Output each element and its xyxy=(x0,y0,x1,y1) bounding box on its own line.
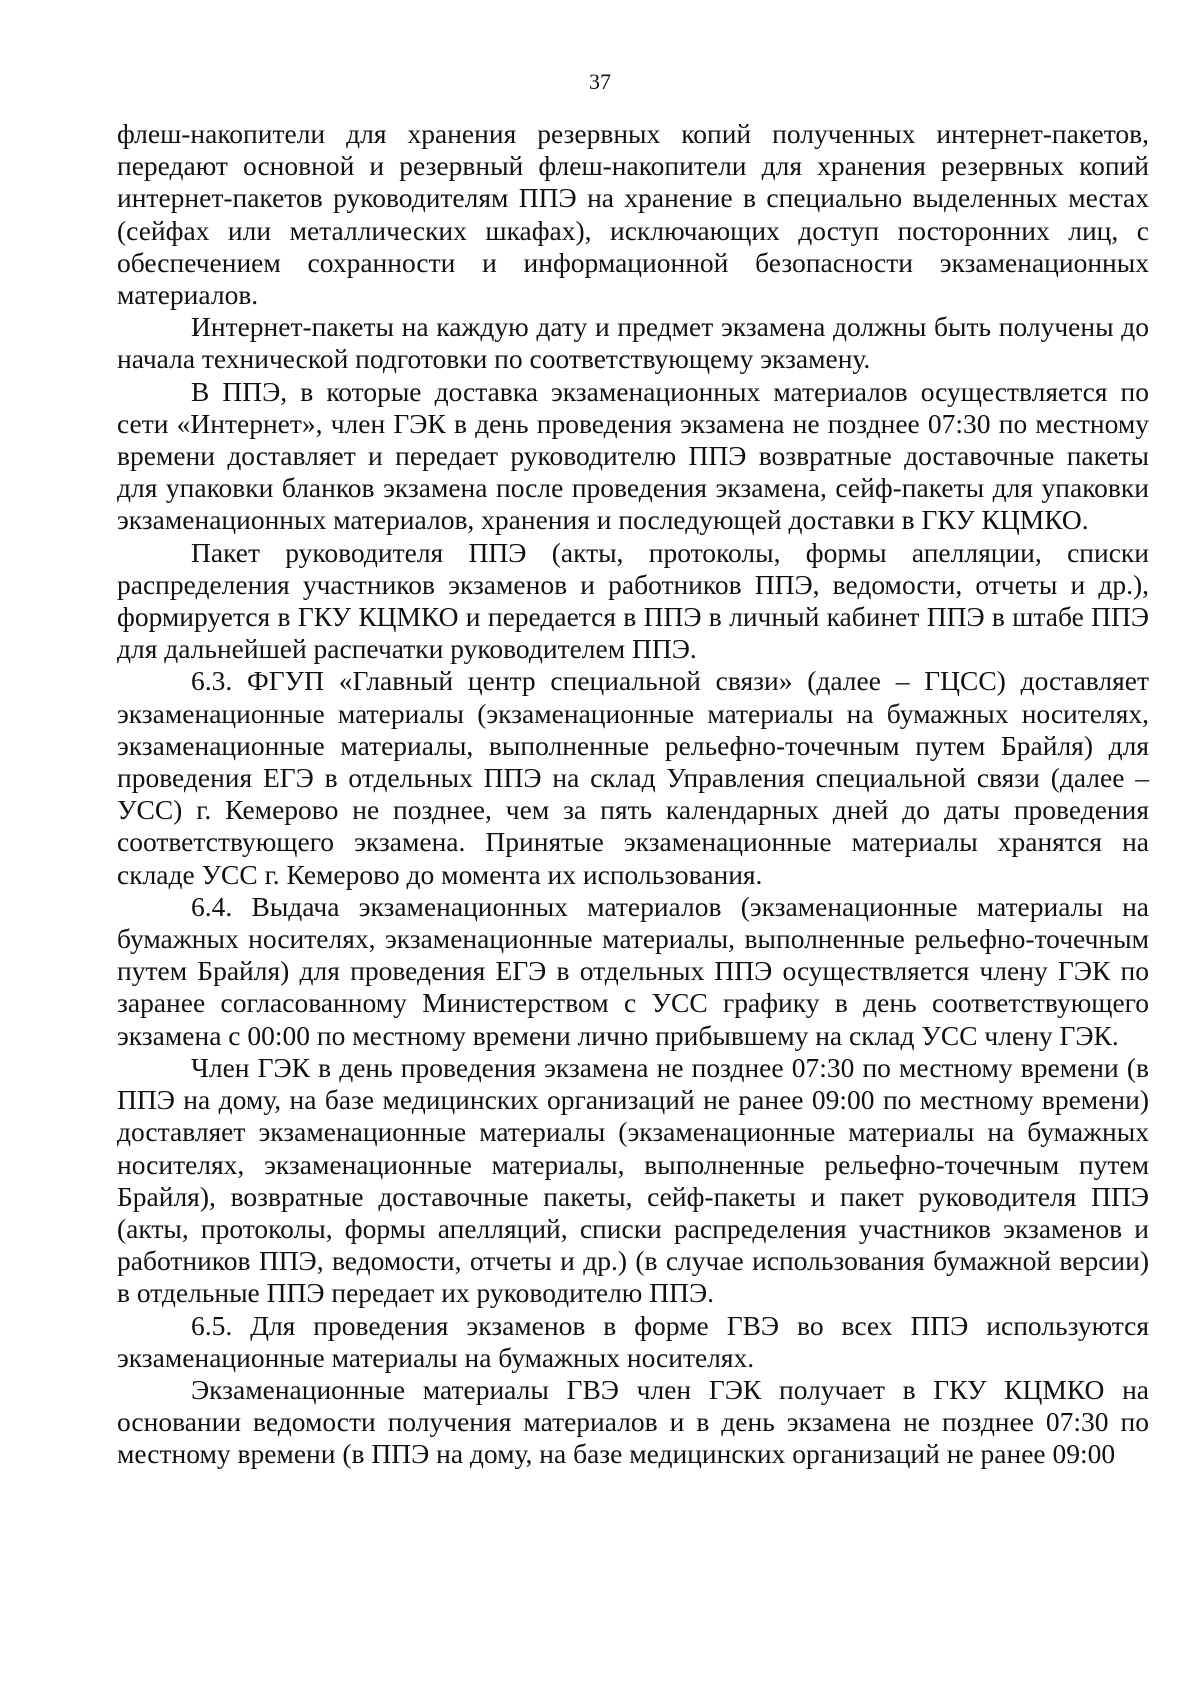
paragraph-ppe-head-package: Пакет руководителя ППЭ (акты, протоколы, формы апелляции, списки распределения участников экзаменов и работников ППЭ, ведомости, отчеты и др.), формируется в ГКУ КЦМКО и передается в ППЭ в личный кабинет ППЭ в штабе ППЭ для дальнейшей распечатки руководителем ППЭ. xyxy=(117,536,1149,665)
document-body xyxy=(117,118,1149,1471)
paragraph-section-6-4: 6.4. Выдача экзаменационных материалов (экзаменационные материалы на бумажных носителях, экзаменационные материалы, выполненные рельефно-точечным путем Брайля) для проведения ЕГЭ в отдельных ППЭ осуществляется члену ГЭК по заранее согласованному Министерством с УСС графику в день соответствующего экзамена с 00:00 по местному времени лично прибывшему на склад УСС члену ГЭК. xyxy=(117,890,1149,1051)
page-number: 37 xyxy=(589,69,611,94)
paragraph-internet-packages: Интернет-пакеты на каждую дату и предмет экзамена должны быть получены до начала технической подготовки по соответствующему экзамену. xyxy=(117,311,1149,375)
paragraph-internet-delivery: В ППЭ, в которые доставка экзаменационных материалов осуществляется по сети «Интернет», член ГЭК в день проведения экзамена не позднее 07:30 по местному времени доставляет и передает руководителю ППЭ возвратные доставочные пакеты для упаковки бланков экзамена после проведения экзамена, сейф-пакеты для упаковки экзаменационных материалов, хранения и последующей доставки в ГКУ КЦМКО. xyxy=(117,375,1149,536)
paragraph-section-6-3: 6.3. ФГУП «Главный центр специальной связи» (далее – ГЦСС) доставляет экзаменационные материалы (экзаменационные материалы на бумажных носителях, экзаменационные материалы, выполненные рельефно-точечным путем Брайля) для проведения ЕГЭ в отдельных ППЭ на склад Управления специальной связи (далее – УСС) г. Кемерово не позднее, чем за пять календарных дней до даты проведения соответствующего экзамена. Принятые экзаменационные материалы хранятся на складе УСС г. Кемерово до момента их использования. xyxy=(117,665,1149,890)
paragraph-continuation: флеш-накопители для хранения резервных копий полученных интернет-пакетов, передают основной и резервный флеш-накопители для хранения резервных копий интернет-пакетов руководителям ППЭ на хранение в специально выделенных местах (сейфах или металлических шкафах), исключающих доступ посторонних лиц, с обеспечением сохранности и информационной безопасности экзаменационных материалов. xyxy=(117,118,1149,311)
paragraph-section-6-5: 6.5. Для проведения экзаменов в форме ГВЭ во всех ППЭ используются экзаменационные материалы на бумажных носителях. xyxy=(117,1309,1149,1373)
paragraph-gek-member-delivery: Член ГЭК в день проведения экзамена не позднее 07:30 по местному времени (в ППЭ на дому, на базе медицинских организаций не ранее 09:00 по местному времени) доставляет экзаменационные материалы (экзаменационные материалы на бумажных носителях, экзаменационные материалы, выполненные рельефно-точечным путем Брайля), возвратные доставочные пакеты, сейф-пакеты и пакет руководителя ППЭ (акты, протоколы, формы апелляций, списки распределения участников экзаменов и работников ППЭ, ведомости, отчеты и др.) (в случае использования бумажной версии) в отдельные ППЭ передает их руководителю ППЭ. xyxy=(117,1051,1149,1309)
paragraph-gve-materials: Экзаменационные материалы ГВЭ член ГЭК получает в ГКУ КЦМКО на основании ведомости получения материалов и в день экзамена не позднее 07:30 по местному времени (в ППЭ на дому, на базе медицинских организаций не ранее 09:00 xyxy=(117,1373,1149,1470)
